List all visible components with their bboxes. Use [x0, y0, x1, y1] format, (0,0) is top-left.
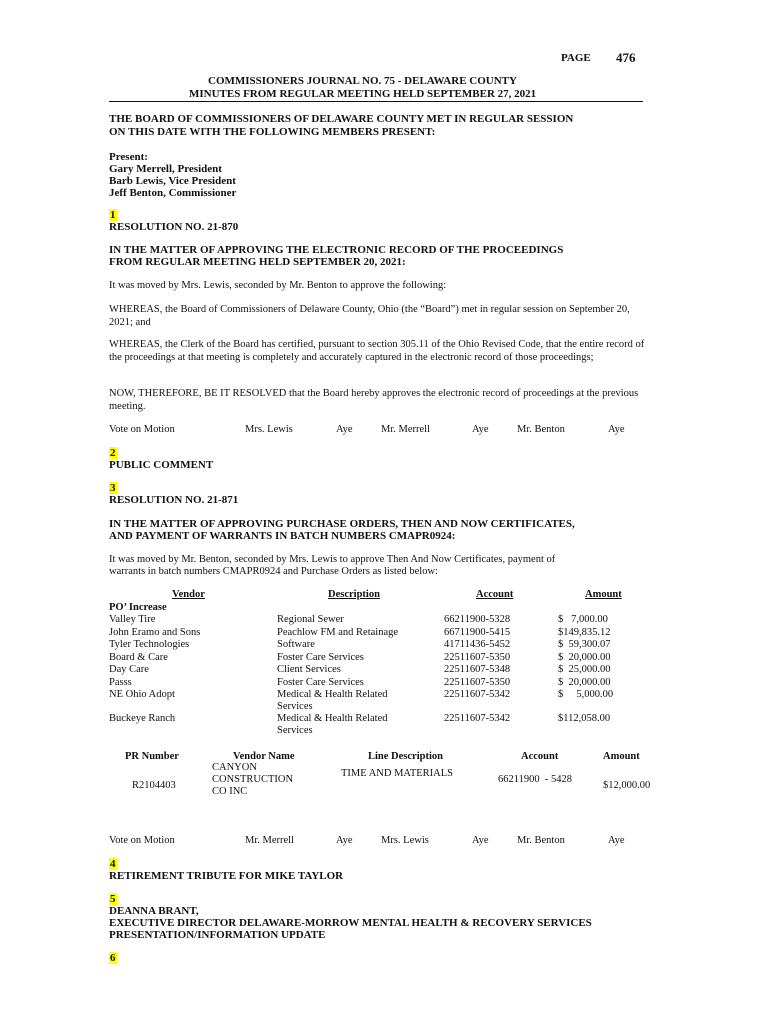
- po-vendor: Day Care: [109, 664, 149, 675]
- vote-value: Aye: [472, 424, 489, 435]
- pr-amount: $12,000.00: [603, 780, 651, 791]
- header-rule: [109, 101, 643, 102]
- vote-name: Mrs. Lewis: [245, 424, 293, 435]
- po-header-amount: Amount: [585, 589, 622, 600]
- item-3-title-2: AND PAYMENT OF WARRANTS IN BATCH NUMBERS CMAPR0924:: [109, 530, 456, 542]
- intro-line-1: THE BOARD OF COMMISSIONERS OF DELAWARE COUNTY MET IN REGULAR SESSION: [109, 113, 574, 125]
- item-1-resolution: RESOLUTION NO. 21-870: [109, 221, 239, 233]
- item-5-line-2: EXECUTIVE DIRECTOR DELAWARE-MORROW MENTAL HEALTH & RECOVERY SERVICES: [109, 917, 592, 929]
- member-merrell: Gary Merrell, President: [109, 163, 222, 175]
- item-1-whereas-1: WHEREAS, the Board of Commissioners of Delaware County, Ohio (the “Board”) met in regular session on September 20, 2021; and: [109, 304, 630, 328]
- vote-value: Aye: [472, 835, 489, 846]
- po-description: Regional Sewer: [277, 614, 344, 625]
- po-description: Foster Care Services: [277, 652, 364, 663]
- po-account: 66211900-5328: [444, 614, 511, 625]
- po-description: Medical & Health Related: [277, 713, 388, 724]
- item-1-title-2: FROM REGULAR MEETING HELD SEPTEMBER 20, 2021:: [109, 256, 406, 268]
- pr-header-account: Account: [521, 751, 559, 762]
- po-amount: $ 5,000.00: [558, 689, 614, 700]
- po-amount: $ 20,000.00: [558, 652, 611, 663]
- minutes-line: MINUTES FROM REGULAR MEETING HELD SEPTEMBER 27, 2021: [189, 88, 537, 100]
- vote-label: Vote on Motion: [109, 424, 175, 435]
- pr-vendor-line-2: CONSTRUCTION: [212, 774, 294, 785]
- po-description: Foster Care Services: [277, 677, 364, 688]
- item-3-number: 3: [110, 482, 116, 494]
- vote-value: Aye: [336, 424, 353, 435]
- vote-name: Mr. Merrell: [381, 424, 430, 435]
- po-vendor: Valley Tire: [109, 614, 156, 625]
- pr-header-line-description: Line Description: [368, 751, 443, 762]
- member-benton: Jeff Benton, Commissioner: [109, 187, 237, 199]
- item-3-moved-2: warrants in batch numbers CMAPR0924 and Purchase Orders as listed below:: [109, 566, 438, 577]
- vote-name: Mr. Merrell: [245, 835, 294, 846]
- po-amount: $ 25,000.00: [558, 664, 611, 675]
- page-number: 476: [616, 50, 636, 65]
- item-1-resolved: NOW, THEREFORE, BE IT RESOLVED that the Board hereby approves the electronic record of proceedings at the previous meeting.: [109, 388, 639, 412]
- po-description-cont: Services: [277, 725, 313, 736]
- po-description: Client Services: [277, 664, 341, 675]
- item-3-moved-1: It was moved by Mr. Benton, seconded by Mrs. Lewis to approve Then And Now Certificates, payment of: [109, 554, 556, 565]
- item-1-moved: It was moved by Mrs. Lewis, seconded by Mr. Benton to approve the following:: [109, 280, 447, 291]
- vote-value: Aye: [336, 835, 353, 846]
- item-4-number: 4: [110, 858, 116, 870]
- po-vendor: Tyler Technologies: [109, 639, 190, 650]
- item-1-whereas-2: WHEREAS, the Clerk of the Board has certified, pursuant to section 305.11 of the Ohio Revised Code, that the entire record of the proceedings at that meeting is completely and accurately captured in the electronic record of those proceedings;: [109, 339, 645, 363]
- pr-header-amount: Amount: [603, 751, 640, 762]
- po-amount: $ 20,000.00: [558, 677, 611, 688]
- po-account: 22511607-5350: [444, 677, 511, 688]
- item-4-title: RETIREMENT TRIBUTE FOR MIKE TAYLOR: [109, 870, 344, 882]
- po-header-account: Account: [476, 589, 514, 600]
- pr-header-vendor: Vendor Name: [233, 751, 295, 762]
- item-1-title-1: IN THE MATTER OF APPROVING THE ELECTRONIC RECORD OF THE PROCEEDINGS: [109, 244, 564, 256]
- po-account: 22511607-5342: [444, 689, 511, 700]
- po-section-label: PO’ Increase: [109, 602, 167, 613]
- po-vendor: Passs: [109, 677, 132, 688]
- po-description: Medical & Health Related: [277, 689, 388, 700]
- po-account: 22511607-5342: [444, 713, 511, 724]
- item-5-line-1: DEANNA BRANT,: [109, 905, 199, 917]
- pr-account: 66211900 - 5428: [498, 774, 572, 785]
- page-label: PAGE: [561, 52, 591, 64]
- item-5-number: 5: [110, 893, 116, 905]
- item-5-line-3: PRESENTATION/INFORMATION UPDATE: [109, 929, 326, 941]
- po-header-description: Description: [328, 589, 380, 600]
- po-vendor: Buckeye Ranch: [109, 713, 176, 724]
- po-description-cont: Services: [277, 701, 313, 712]
- vote-name: Mr. Benton: [517, 835, 565, 846]
- po-description: Software: [277, 639, 315, 650]
- po-amount: $112,058.00: [558, 713, 611, 724]
- journal-line: COMMISSIONERS JOURNAL NO. 75 - DELAWARE COUNTY: [208, 75, 517, 87]
- pr-vendor-line-3: CO INC: [212, 786, 248, 797]
- vote-label: Vote on Motion: [109, 835, 175, 846]
- pr-vendor-line-1: CANYON: [212, 762, 257, 773]
- po-amount: $149,835.12: [558, 627, 611, 638]
- po-account: 22511607-5348: [444, 664, 511, 675]
- item-3-resolution: RESOLUTION NO. 21-871: [109, 494, 239, 506]
- vote-value: Aye: [608, 835, 625, 846]
- po-vendor: John Eramo and Sons: [109, 627, 201, 638]
- pr-header-number: PR Number: [125, 751, 179, 762]
- vote-name: Mr. Benton: [517, 424, 565, 435]
- po-account: 66711900-5415: [444, 627, 511, 638]
- po-amount: $ 59,300.07: [558, 639, 611, 650]
- po-description: Peachlow FM and Retainage: [277, 627, 399, 638]
- po-amount: $ 7,000.00: [558, 614, 608, 625]
- item-3-title-1: IN THE MATTER OF APPROVING PURCHASE ORDERS, THEN AND NOW CERTIFICATES,: [109, 518, 575, 530]
- po-header-vendor: Vendor: [172, 589, 205, 600]
- pr-number: R2104403: [132, 780, 176, 791]
- item-2-number: 2: [110, 447, 116, 459]
- item-6-number: 6: [110, 952, 116, 964]
- pr-line-description: TIME AND MATERIALS: [341, 768, 453, 779]
- po-vendor: Board & Care: [109, 652, 168, 663]
- member-lewis: Barb Lewis, Vice President: [109, 175, 236, 187]
- item-2-title: PUBLIC COMMENT: [109, 459, 214, 471]
- po-account: 41711436-5452: [444, 639, 511, 650]
- item-1-number: 1: [110, 209, 116, 221]
- present-label: Present:: [109, 151, 148, 163]
- vote-value: Aye: [608, 424, 625, 435]
- vote-name: Mrs. Lewis: [381, 835, 429, 846]
- po-vendor: NE Ohio Adopt: [109, 689, 175, 700]
- po-account: 22511607-5350: [444, 652, 511, 663]
- intro-line-2: ON THIS DATE WITH THE FOLLOWING MEMBERS PRESENT:: [109, 126, 436, 138]
